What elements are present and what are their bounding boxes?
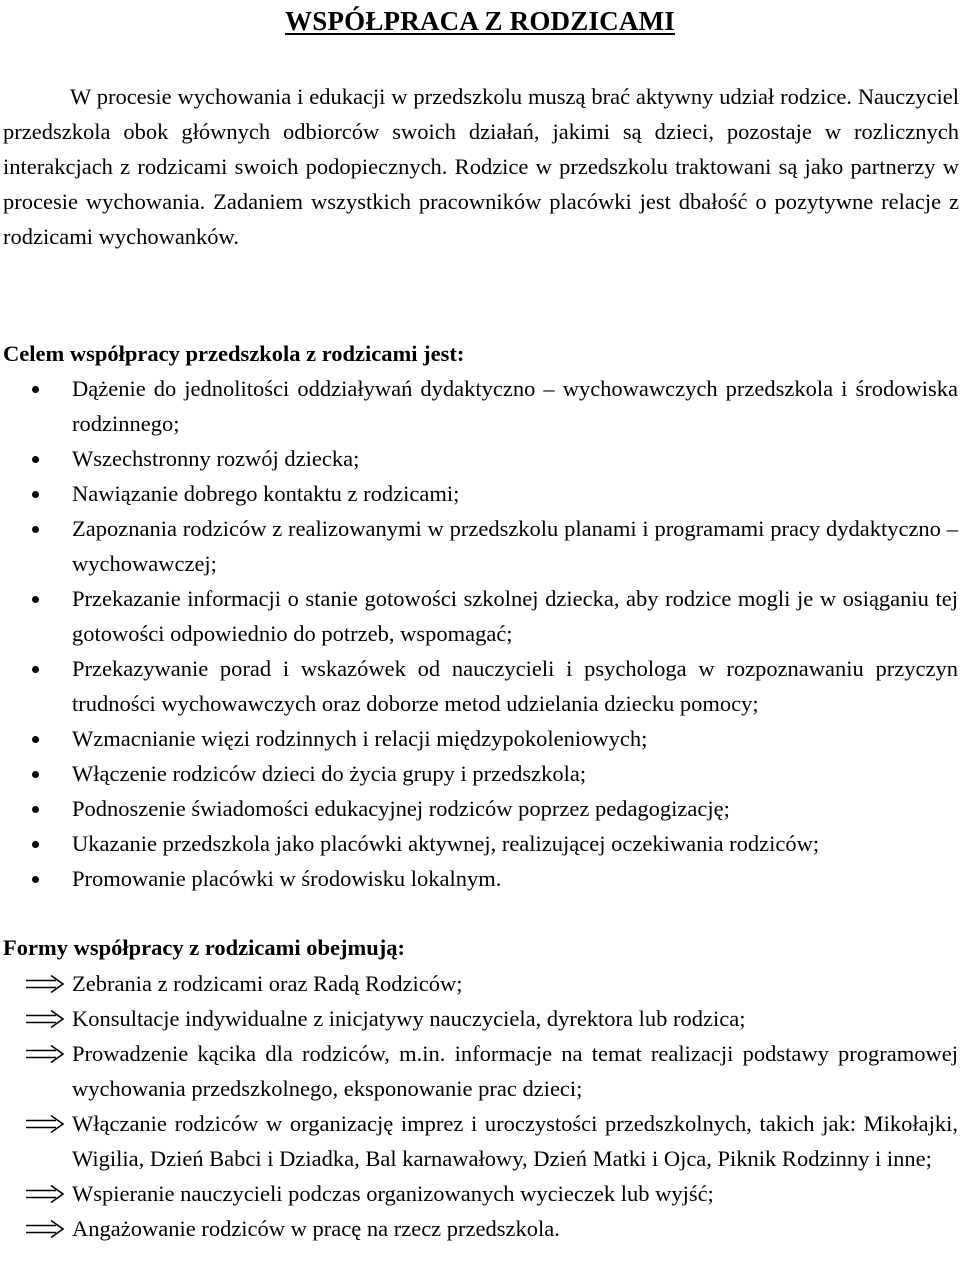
forms-heading: Formy współpracy z rodzicami obejmują: (3, 935, 406, 960)
list-item (0, 1036, 960, 1106)
list-item (0, 791, 960, 826)
double-arrow-icon (24, 1114, 66, 1134)
bullet-icon (32, 386, 39, 393)
list-item-text: Wzmacnianie więzi rodzinnych i relacji międzypokoleniowych; (72, 726, 648, 751)
double-arrow-icon (24, 1219, 66, 1239)
forms-list (0, 966, 960, 1246)
list-item-text: Dążenie do jednolitości oddziaływań dydaktyczno – wychowawczych przedszkola i środowiska rodzinnego; (72, 376, 958, 436)
goals-list (0, 371, 960, 896)
list-item-text: Prowadzenie kącika dla rodziców, m.in. informacje na temat realizacji podstawy programowej wychowania przedszkolnego, eksponowanie prac dzieci; (72, 1041, 958, 1101)
list-item (0, 826, 960, 861)
list-item (0, 1001, 960, 1036)
list-item (0, 1106, 960, 1176)
list-item-text: Zapoznania rodziców z realizowanymi w przedszkolu planami i programami pracy dydaktyczno – wychowawczej; (72, 516, 958, 576)
double-arrow-icon (24, 974, 66, 994)
list-item (0, 651, 960, 721)
list-item-text: Konsultacje indywidualne z inicjatywy nauczyciela, dyrektora lub rodzica; (72, 1006, 746, 1031)
bullet-icon (32, 526, 39, 533)
list-item-text: Ukazanie przedszkola jako placówki aktywnej, realizującej oczekiwania rodziców; (72, 831, 820, 856)
goals-heading: Celem współpracy przedszkola z rodzicami jest: (3, 341, 465, 366)
list-item (0, 721, 960, 756)
list-item-text: Przekazywanie porad i wskazówek od nauczycieli i psychologa w rozpoznawaniu przyczyn trudności wychowawczych oraz doborze metod udzielania dziecku pomocy; (72, 656, 958, 716)
double-arrow-icon (24, 1009, 66, 1029)
list-item (0, 861, 960, 896)
bullet-icon (32, 736, 39, 743)
list-item (0, 756, 960, 791)
list-item-text: Zebrania z rodzicami oraz Radą Rodziców; (72, 971, 463, 996)
list-item (0, 511, 960, 581)
bullet-icon (32, 666, 39, 673)
list-item-text: Przekazanie informacji o stanie gotowości szkolnej dziecka, aby rodzice mogli je w osiąganiu tej gotowości odpowiednio do potrzeb, wspomagać; (72, 586, 958, 646)
list-item-text: Nawiązanie dobrego kontaktu z rodzicami; (72, 481, 460, 506)
bullet-icon (32, 771, 39, 778)
bullet-icon (32, 596, 39, 603)
list-item-text: Promowanie placówki w środowisku lokalnym. (72, 866, 502, 891)
double-arrow-icon (24, 1044, 66, 1064)
intro-paragraph: W procesie wychowania i edukacji w przedszkolu muszą brać aktywny udział rodzice. Nauczyciel przedszkola obok głównych odbiorców swoich działań, jakimi są dzieci, pozostaje w rozlicznych interakcjach z rodzicami swoich podopiecznych. Rodzice w przedszkolu traktowani są jako partnerzy w procesie wychowania. Zadaniem wszystkich pracowników placówki jest dbałość o pozytywne relacje z rodzicami wychowanków. (3, 84, 959, 249)
list-item (0, 966, 960, 1001)
list-item-text: Wspieranie nauczycieli podczas organizowanych wycieczek lub wyjść; (72, 1181, 714, 1206)
bullet-icon (32, 491, 39, 498)
list-item (0, 1176, 960, 1211)
bullet-icon (32, 456, 39, 463)
list-item (0, 441, 960, 476)
list-item (0, 371, 960, 441)
list-item-text: Angażowanie rodziców w pracę na rzecz przedszkola. (72, 1216, 560, 1241)
bullet-icon (32, 876, 39, 883)
list-item-text: Włączenie rodziców dzieci do życia grupy i przedszkola; (72, 761, 587, 786)
list-item (0, 476, 960, 511)
list-item-text: Podnoszenie świadomości edukacyjnej rodziców poprzez pedagogizację; (72, 796, 730, 821)
list-item (0, 581, 960, 651)
bullet-icon (32, 841, 39, 848)
bullet-icon (32, 806, 39, 813)
list-item-text: Wszechstronny rozwój dziecka; (72, 446, 360, 471)
list-item-text: Włączanie rodziców w organizację imprez i uroczystości przedszkolnych, takich jak: Mikołajki, Wigilia, Dzień Babci i Dziadka, Bal karnawałowy, Dzień Matki i Ojca, Piknik Rodzinny i inne; (72, 1111, 958, 1171)
list-item (0, 1211, 960, 1246)
document-title: WSPÓŁPRACA Z RODZICAMI (285, 6, 675, 36)
double-arrow-icon (24, 1184, 66, 1204)
